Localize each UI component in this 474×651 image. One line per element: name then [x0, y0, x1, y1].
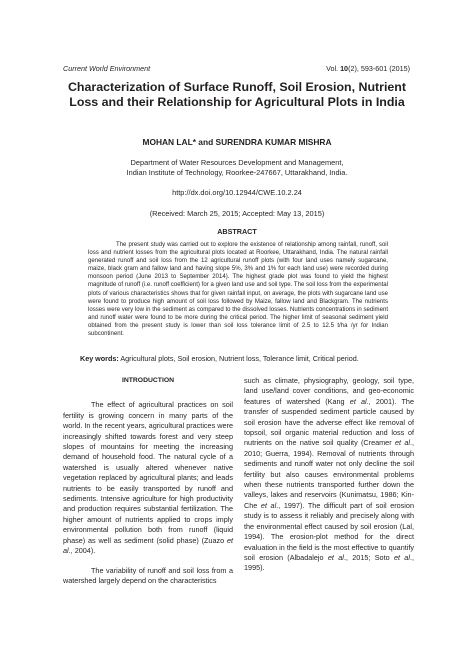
- authors: MOHAN LAL* and SURENDRA KUMAR MISHRA: [142, 137, 332, 147]
- journal-name: Current World Environment: [63, 64, 151, 73]
- intro-paragraph-2: The variability of runoff and soil loss from a watershed largely depend on the characteristics: [63, 565, 233, 585]
- affiliation-line-1: Department of Water Resources Development and Management,: [130, 158, 344, 167]
- left-column: [63, 376, 233, 586]
- intro-paragraph-1: The effect of agricultural practices on soil fertility is growing concern in many parts of the world. In the recent years, agricultural practices were increasingly shifted towards forest and very steep slopes of mountains for meeting the increasing demand of household food. The natural cycle of a watershed is usually altered whenever native vegetation replaced by agricultural plants; and leads nutrients to be easily transported by runoff and sediments. Intensive agriculture for high productivity and production requires substantial fertilization. The higher amount of nutrients applied to crops imply environmental pollution both from runoff (liquid phase) as well as sediment (solid phase) (Zuazo et al., 2004).: [63, 400, 233, 556]
- introduction-heading: INTRODUCTION: [121, 377, 175, 384]
- intro-paragraph-continued: such as climate, physiography, geology, soil type, land use/land cover conditions, and geo-economic features of watershed (Kang et al., 2001). The transfer of suspended sediment particle caused by soil erosion have the adverse effect like removal of topsoil, soil organic material reduction and loss of nutrients on the native soil quality (Creamer et al., 2010; Guerra, 1994). Removal of nutrients through sediments and runoff water not only decline the soil fertility but also causes environmental problems when these nutrients transported further down the valleys, lakes and reservoirs (Kunimatsu, 1986; Kin-Che et al., 1997). The difficult part of soil erosion study is to assess it reliably and precisely along with the environmental effect caused by soil erosion (Lal, 1994). The erosion-plot method for the direct evaluation in the field is the most effective to quantify soil erosion (Albadalejo et al., 2015; Soto et al., 1995).: [244, 376, 414, 573]
- volume-number: 10: [340, 64, 349, 73]
- volume-prefix: Vol.: [326, 64, 341, 73]
- abstract-heading: ABSTRACT: [217, 227, 257, 236]
- received-accepted-dates: (Received: March 25, 2015; Accepted: May 13, 2015): [149, 209, 325, 218]
- keywords: [80, 354, 400, 364]
- doi-link[interactable]: http://dx.doi.org/10.12944/CWE.10.2.24: [172, 188, 302, 197]
- keywords-text: Agricultural plots, Soil erosion, Nutrient loss, Tolerance limit, Critical period.: [118, 354, 359, 363]
- right-column: [244, 376, 414, 574]
- affiliation: [60, 158, 414, 177]
- affiliation-line-2: Indian Institute of Technology, Roorkee-247667, Uttarakhand, India.: [126, 167, 348, 177]
- article-title: Characterization of Surface Runoff, Soil Erosion, Nutrient Loss and their Relationship for Agricultural Plots in India: [67, 80, 407, 109]
- keywords-label: Key words:: [80, 354, 119, 363]
- abstract-text: The present study was carried out to explore the existence of relationship among rainfall, runoff, soil loss and nutrient losses from the agricultural plots located at Roorkee, Uttarakhand, India. The natural rainfall generated runoff and soil loss from the 12 agricultural runoff plots (with four land uses namely sugarcane, maize, black gram and fallow land and having slope 5%, 3% and 1% for each land use) were recorded during monsoon period (June 2013 to September 2014). The highest grade plot was found to yield the highest magnitude of runoff (i.e. runoff coefficient) for a given land use and soil type. The soil loss from the experimental plots of various characteristics shows that for given rainfall input, on average, the plots with sugarcane land use were found to produce high amount of soil loss followed by Maize, fallow land and Blackgram. The nutrients losses were very low in the sediment as compared to the dissolved losses. Nutrients concentrations in sediment and runoff water were found to be more during the critical period. The higher limit of seasonal sediment yield obtained from the present study is lower than soil loss tolerance limit of 2.5 to 12.5 t/ha /yr for Indian subcontinent.: [88, 242, 388, 338]
- volume-info: [326, 64, 410, 73]
- volume-pages: (2), 593-601 (2015): [348, 64, 410, 73]
